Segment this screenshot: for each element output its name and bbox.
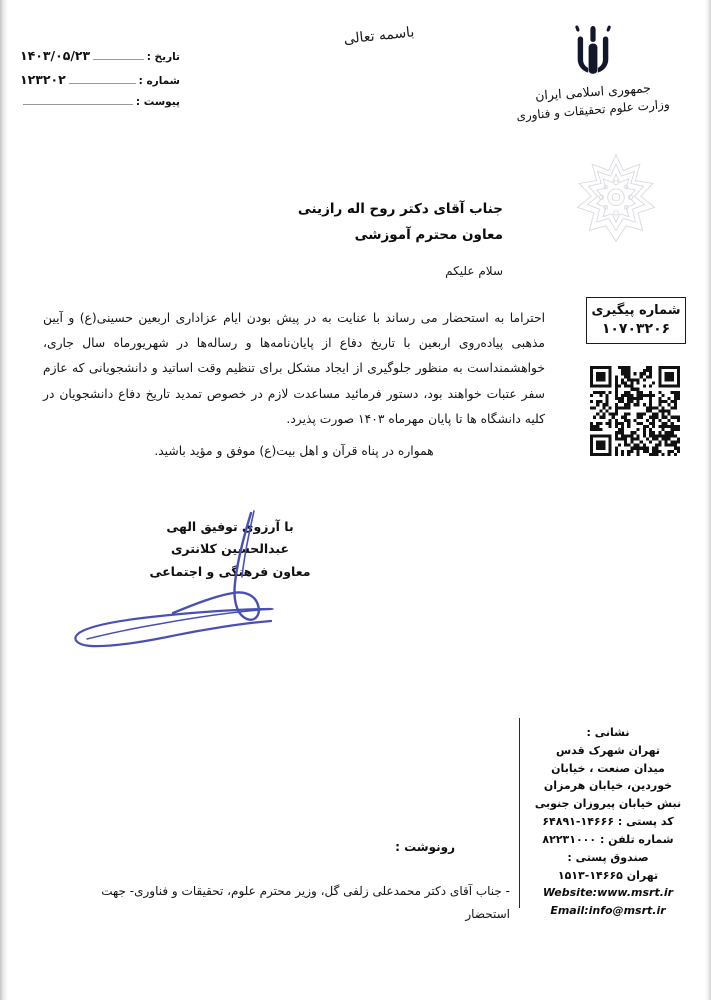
letter-closing: همواره در پناه قرآن و اهل بیت(ع) موفق و مؤید باشید. (154, 444, 434, 458)
cc-label: رونوشت : (395, 840, 455, 854)
cc-item: - جناب آقای دکتر محمدعلی زلفی گل، وزیر محترم علوم، تحقیقات و فناوری- جهت استحضار (101, 884, 510, 921)
website[interactable]: Website:www.msrt.ir (542, 886, 674, 900)
number-label: شماره : (138, 75, 180, 87)
qr-code-icon[interactable] (590, 366, 680, 456)
basmala-text: باسمه تعالی (342, 24, 416, 48)
number-value: ۱۲۳۲۰۲ (20, 72, 66, 87)
addressee-block (298, 196, 503, 249)
iran-emblem-icon (564, 22, 622, 78)
date-value: ۱۴۰۳/۰۵/۲۳ (20, 48, 91, 63)
footer-divider (519, 718, 520, 908)
attachment-rule (23, 104, 133, 105)
number-rule (69, 83, 136, 84)
address-label: نشانی : (586, 726, 630, 739)
postal-code: کد پستی : ۱۴۶۶۶-۶۴۸۹۱ (542, 815, 674, 829)
tracking-label: شماره پیگیری (591, 303, 681, 318)
date-label: تاریخ : (146, 51, 180, 63)
signature-block (140, 516, 320, 583)
po-box-label: صندوق پستی : (567, 850, 649, 864)
signature-greeting: با آرزوی توفیق الهی (166, 519, 294, 534)
scan-edge-right (705, 0, 710, 1000)
letterhead-country: جمهوری اسلامی ایران (534, 79, 652, 104)
meta-row-date (20, 48, 180, 72)
email[interactable]: Email:info@msrt.ir (550, 904, 666, 918)
signature-name: عبدالحسین کلانتری (170, 541, 290, 557)
meta-row-number (20, 72, 180, 96)
attachment-label: پیوست : (135, 96, 180, 108)
footer-address-block (528, 724, 688, 920)
addressee-name: جناب آقای دکتر روح اله رازینی (297, 201, 503, 217)
letterhead (498, 22, 688, 124)
letter-body-paragraph: احتراما به استحضار می رساند با عنایت به در پیش بودن ایام عزاداری اربعین حسینی(ع) و آیین مذهبی پیاده‌روی اربعین با تاریخ دفاع از پایان‌نامه‌ها و رساله‌ها در شهریورماه سال جاری، خواهشمنداست به منظور جلوگیری از ایجاد مشکل برای تنظیم وقت اساتید و دانشجویانی که عازم سفر عتبات خواهند بود، دستور فرمائید مساعدت لازم در خصوص تمدید تاریخ دفاع دانشجویان در کلیه دانشگاه ها تا پایان مهرماه ۱۴۰۳ صورت پذیرد. (43, 311, 545, 426)
phone-number: شماره تلفن : ۸۲۲۳۱۰۰۰ (542, 832, 674, 846)
date-rule (93, 59, 144, 60)
tracking-number-box (586, 297, 686, 344)
addressee-title: معاون محترم آموزشی (354, 227, 503, 244)
islamic-star-ornament (570, 152, 662, 248)
cc-list (61, 880, 510, 926)
address-line-3: خوردین، خیابان هرمزان (543, 779, 673, 793)
letter-meta-fields (20, 48, 180, 120)
letter-body (43, 306, 545, 432)
scan-edge-left (1, 0, 8, 1000)
address-line-4: نبش خیابان پیروزان جنوبی (534, 797, 682, 811)
meta-row-attachment (20, 96, 180, 120)
address-line-1: تهران شهرک قدس (556, 743, 660, 757)
po-box-value: تهران ۱۴۶۶۵-۱۵۱۳ (557, 868, 659, 882)
salutation: سلام علیکم (445, 264, 503, 278)
signature-title: معاون فرهنگی و اجتماعی (149, 563, 311, 579)
letterhead-ministry: وزارت علوم تحقیقات و فناوری (515, 97, 671, 124)
address-line-2: میدان صنعت ، خیابان (551, 761, 665, 775)
tracking-value: ۱۰۷۰۳۲۰۶ (601, 321, 671, 337)
